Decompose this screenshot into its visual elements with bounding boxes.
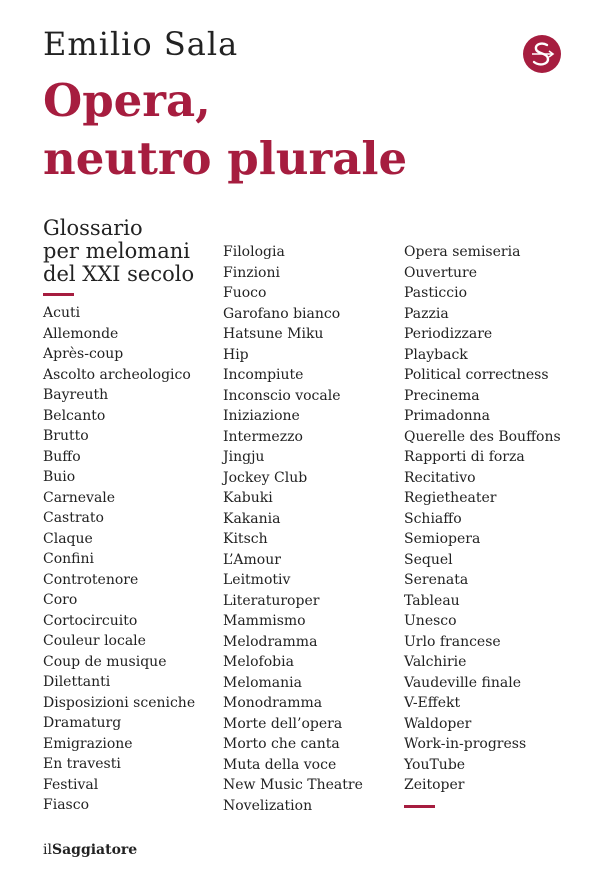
glossary-entry: Incompiute	[223, 367, 304, 383]
glossary-entry: Querelle des Bouffons	[404, 428, 561, 445]
glossary-entry: Bayreuth	[43, 387, 109, 403]
glossary-entry: Fiasco	[43, 797, 89, 813]
glossary-entry: Confini	[43, 551, 94, 567]
glossary-entry: Pazzia	[404, 305, 449, 322]
glossary-column-3	[404, 242, 561, 796]
glossary-entry: Semiopera	[404, 531, 481, 547]
glossary-end-divider	[404, 805, 435, 808]
glossary-entry: Work-in-progress	[404, 736, 527, 752]
glossary-entry: Vaudeville finale	[404, 674, 521, 691]
glossary-entry: Opera semiseria	[404, 244, 521, 260]
glossary-entry: Jingju	[223, 449, 265, 465]
glossary-entry: Monodramma	[223, 695, 323, 711]
glossary-entry: Rapporti di forza	[404, 449, 525, 465]
glossary-entry: Couleur locale	[43, 633, 146, 649]
glossary-entry: Melodramma	[223, 633, 318, 650]
glossary-entry: Schiaffo	[404, 510, 462, 527]
glossary-entry: Morte dell’opera	[223, 715, 343, 732]
glossary-entry: Urlo francese	[404, 633, 501, 650]
glossary-entry: Allemonde	[43, 325, 119, 342]
glossary-entry: Coup de musique	[43, 653, 167, 670]
saggiatore-s-icon	[522, 34, 562, 74]
glossary-entry: Dilettanti	[43, 674, 111, 690]
glossary-entry: Fuoco	[223, 285, 267, 301]
glossary-entry: Muta della voce	[223, 756, 337, 773]
glossary-entry: V-Effekt	[404, 695, 461, 711]
glossary-entry: Primadonna	[404, 408, 490, 424]
glossary-entry: Valchirie	[404, 654, 467, 670]
glossary-entry: Buffo	[43, 448, 81, 465]
book-title-line-2: neutro plurale	[43, 132, 408, 185]
publisher-name: Saggiatore	[51, 842, 138, 858]
glossary-entry: Waldoper	[404, 715, 472, 732]
glossary-entry: Cortocircuito	[43, 612, 138, 629]
glossary-entry: Emigrazione	[43, 735, 133, 752]
glossary-entry: Claque	[43, 530, 93, 547]
glossary-entry: Melofobia	[223, 654, 294, 670]
glossary-entry: Hip	[223, 346, 249, 363]
glossary-entry: Periodizzare	[404, 326, 493, 342]
glossary-entry: Ouverture	[404, 264, 478, 281]
glossary-entry: Coro	[43, 592, 78, 608]
glossary-entry: YouTube	[404, 756, 466, 773]
glossary-entry: Precinema	[404, 387, 480, 404]
subtitle-line-3: del XXI secolo	[43, 262, 195, 286]
glossary-entry: Morto che canta	[223, 736, 340, 752]
glossary-entry: Literaturoper	[223, 592, 320, 609]
publisher-logo	[43, 842, 137, 858]
glossary-entry: Regietheater	[404, 490, 497, 506]
glossary-entry: Iniziazione	[223, 408, 300, 424]
glossary-entry: Political correctness	[404, 367, 549, 383]
glossary-entry: Garofano bianco	[223, 305, 341, 322]
glossary-entry: Sequel	[404, 551, 453, 568]
glossary-entry: Belcanto	[43, 407, 106, 424]
glossary-entry: Playback	[404, 346, 468, 363]
subtitle-line-1: Glossario	[43, 216, 143, 240]
glossary-entry: Disposizioni sceniche	[43, 694, 196, 711]
glossary-entry: Tableau	[404, 592, 460, 609]
glossary-entry: Jockey Club	[223, 469, 308, 486]
glossary-entry: Après-coup	[43, 346, 124, 362]
glossary-entry: Filologia	[223, 244, 285, 260]
glossary-entry: Hatsune Miku	[223, 326, 324, 342]
book-title	[43, 72, 407, 188]
glossary-entry: Dramaturg	[43, 715, 122, 731]
subtitle-line-2: per melomani	[43, 239, 190, 263]
glossary-entry: Castrato	[43, 510, 104, 526]
glossary-entry: En travesti	[43, 756, 121, 772]
glossary-entry: Melomania	[223, 674, 302, 691]
subtitle-divider	[43, 293, 74, 296]
glossary-entry: Unesco	[404, 613, 457, 629]
glossary-entry: Kabuki	[223, 490, 273, 506]
glossary-entry: L’Amour	[223, 551, 281, 568]
glossary-entry: New Music Theatre	[223, 777, 363, 793]
glossary-entry: Kitsch	[223, 531, 268, 547]
glossary-entry: Intermezzo	[223, 428, 303, 445]
glossary-entry: Acuti	[43, 305, 81, 321]
glossary-entry: Novelization	[223, 797, 313, 814]
glossary-entry: Mammismo	[223, 613, 306, 629]
glossary-entry: Leitmotiv	[223, 572, 291, 588]
glossary-entry: Controtenore	[43, 571, 139, 588]
glossary-entry: Finzioni	[223, 264, 280, 281]
publisher-prefix: il	[43, 842, 52, 858]
glossary-entry: Recitativo	[404, 469, 476, 486]
subtitle	[43, 217, 194, 286]
book-title-line-1: Opera,	[43, 74, 211, 127]
glossary-entry: Inconscio vocale	[223, 387, 341, 404]
glossary-entry: Ascolto archeologico	[43, 366, 191, 383]
glossary-entry: Pasticcio	[404, 285, 468, 301]
glossary-entry: Kakania	[223, 510, 281, 527]
glossary-entry: Serenata	[404, 572, 469, 588]
glossary-column-2	[223, 242, 363, 816]
glossary-entry: Festival	[43, 776, 99, 793]
author-name: Emilio Sala	[43, 25, 239, 63]
glossary-entry: Zeitoper	[404, 777, 465, 793]
glossary-entry: Brutto	[43, 428, 89, 444]
glossary-entry: Carnevale	[43, 489, 116, 506]
glossary-entry: Buio	[43, 469, 76, 485]
glossary-column-1	[43, 303, 195, 816]
